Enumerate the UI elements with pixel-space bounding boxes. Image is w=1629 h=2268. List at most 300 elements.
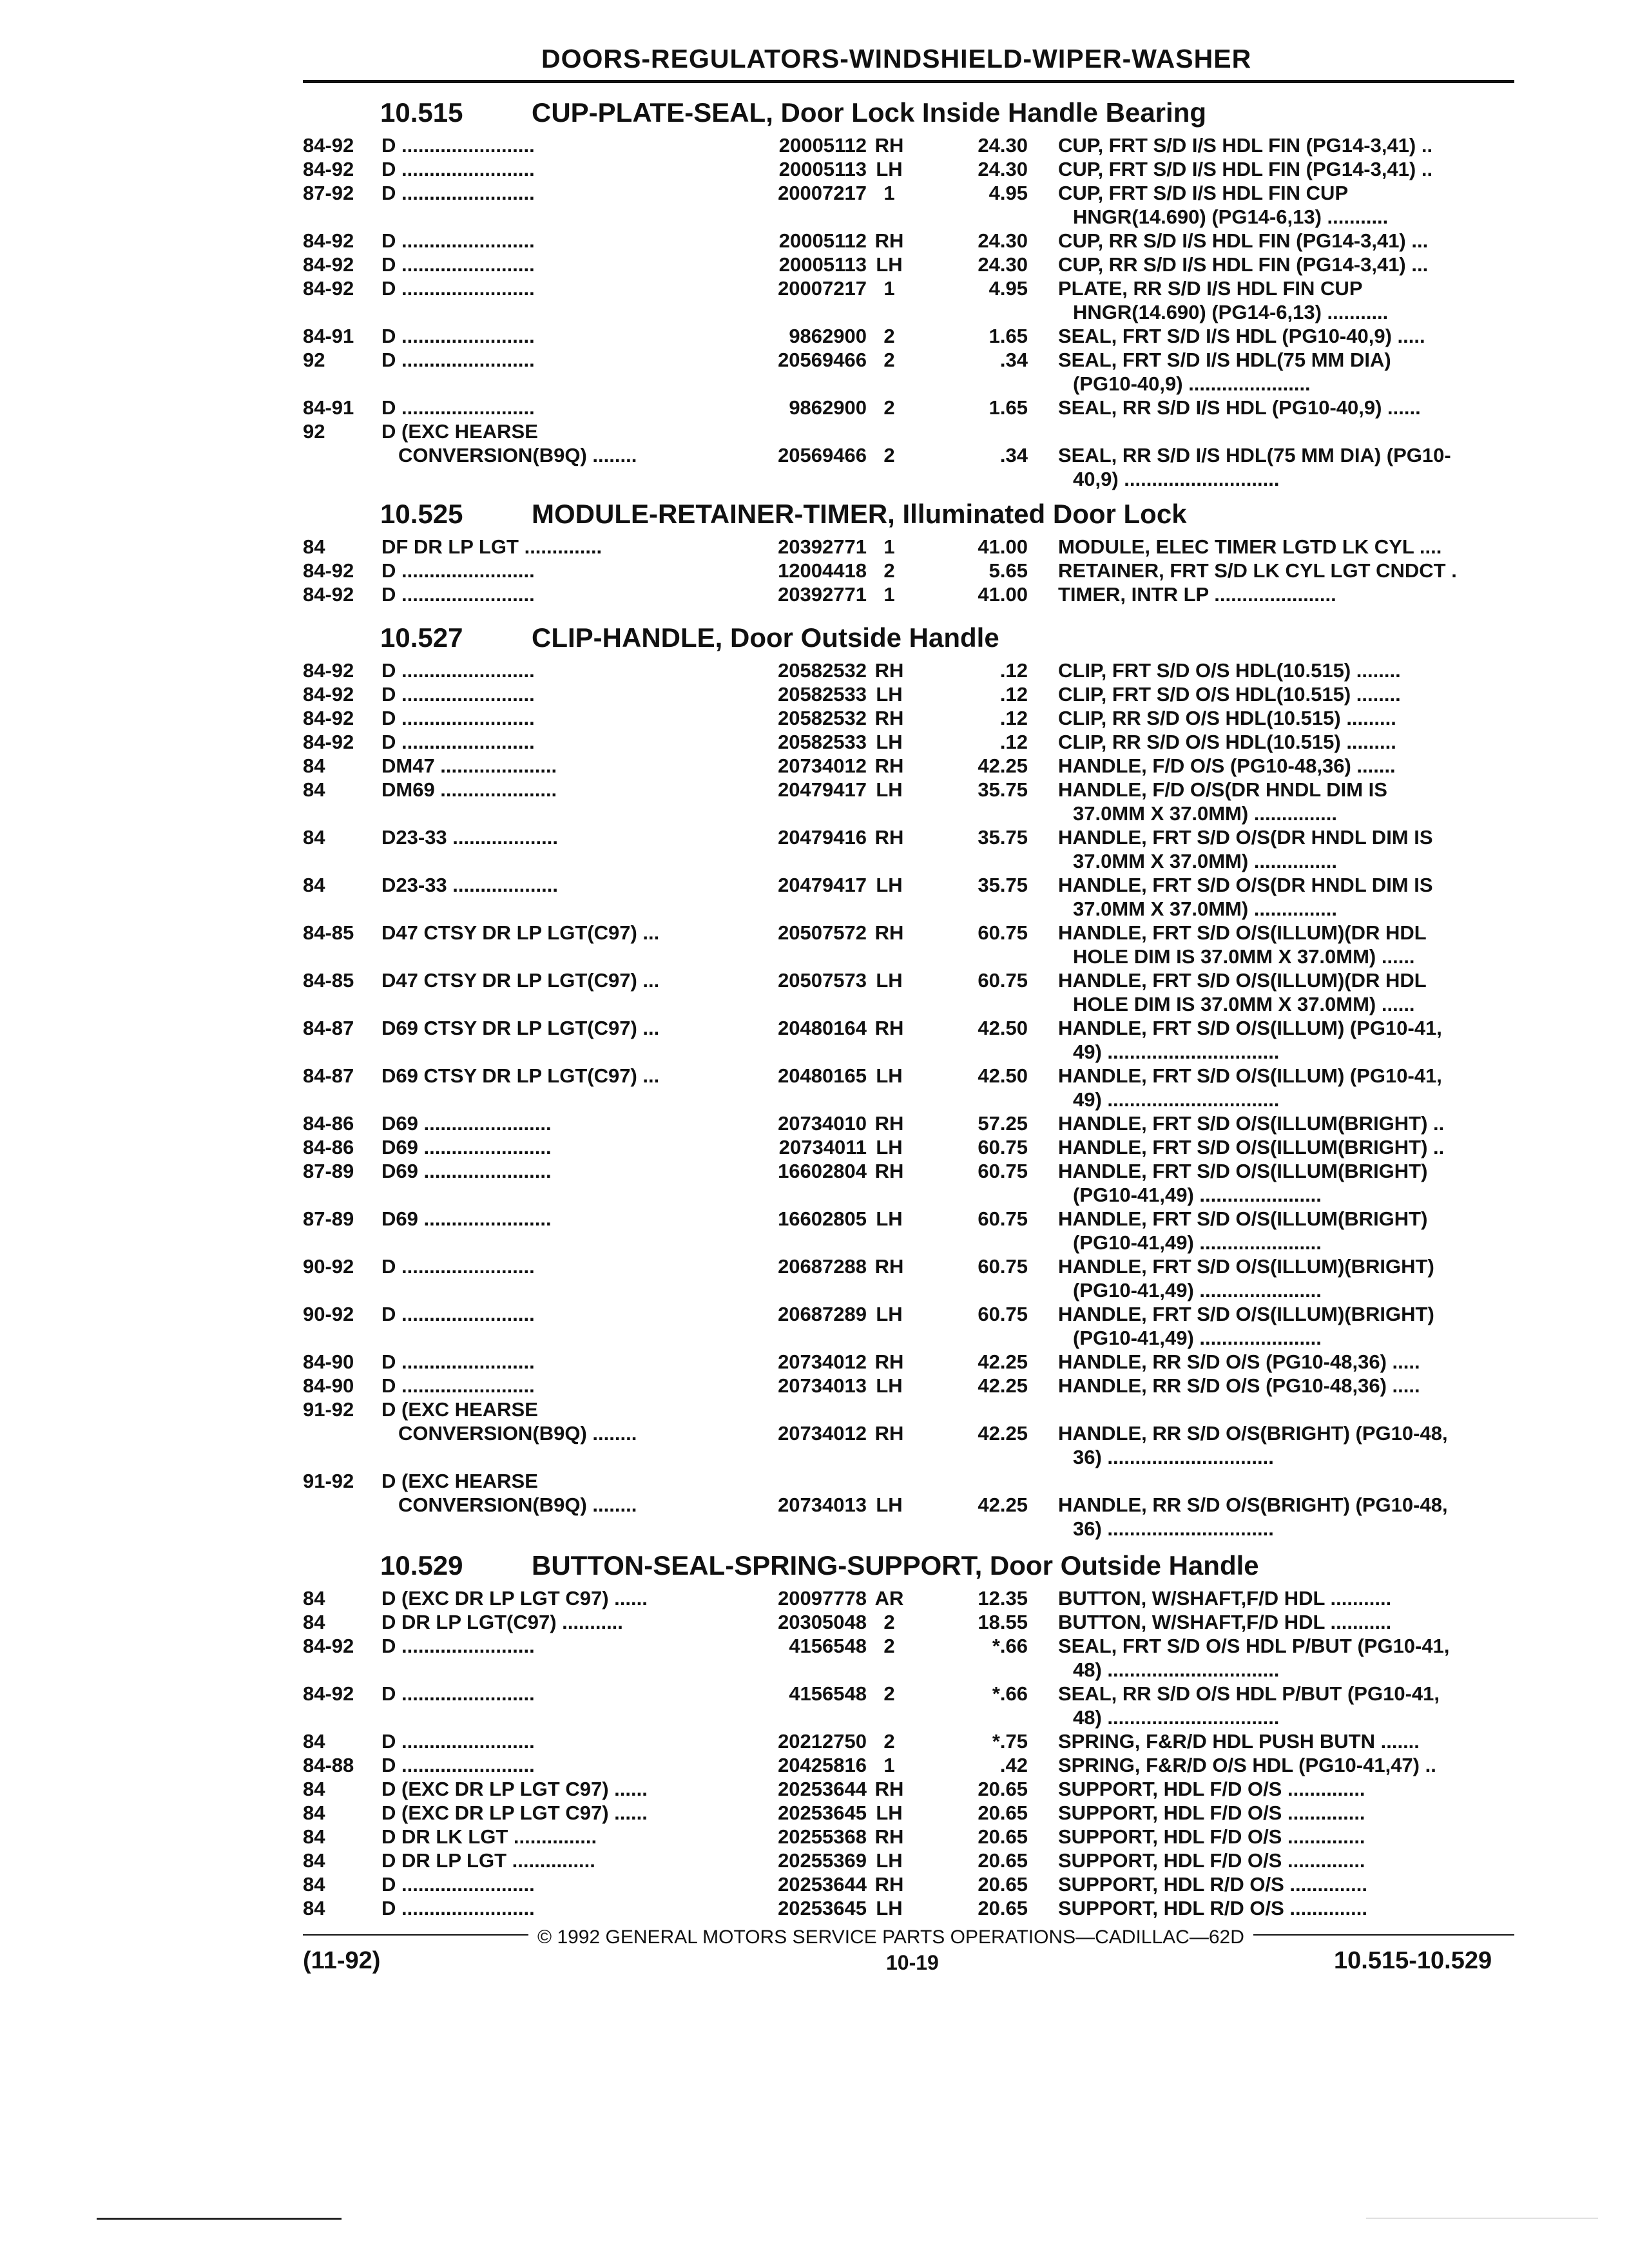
page-number: 10-19 [886, 1951, 939, 1974]
part-row [303, 253, 1527, 276]
part-number: 20569466 [778, 444, 867, 466]
model-code: D (EXC HEARSE [381, 1398, 538, 1421]
description: SPRING, F&R/D O/S HDL (PG10-41,47) .. [1058, 1754, 1436, 1776]
quantity: RH [874, 229, 904, 252]
description-continued: (PG10-41,49) ...................... [1073, 1231, 1322, 1254]
model-year: 84 [303, 874, 325, 896]
part-row [303, 229, 1527, 253]
description: BUTTON, W/SHAFT,F/D HDL ........... [1058, 1587, 1392, 1610]
quantity: RH [874, 707, 904, 729]
quantity: RH [874, 1350, 904, 1373]
part-number: 20005113 [778, 158, 867, 180]
price: 42.25 [978, 1350, 1028, 1373]
price: 4.95 [988, 182, 1028, 204]
part-number: 20507572 [778, 921, 867, 944]
price: 20.65 [978, 1778, 1028, 1800]
part-number: 9862900 [789, 325, 867, 347]
quantity: 1 [883, 182, 895, 204]
price: 4.95 [988, 277, 1028, 300]
part-number: 20005113 [778, 253, 867, 276]
description-continued: 37.0MM X 37.0MM) ............... [1073, 802, 1337, 825]
quantity: LH [876, 1897, 903, 1919]
part-number: 20253644 [778, 1873, 867, 1896]
model-year: 84-86 [303, 1112, 354, 1135]
part-number: 20005112 [778, 134, 867, 157]
price: 57.25 [978, 1112, 1028, 1135]
price: 42.25 [978, 1374, 1028, 1397]
price: 18.55 [978, 1611, 1028, 1633]
part-number: 12004418 [778, 559, 867, 582]
model-code: D69 ....................... [381, 1207, 552, 1230]
part-row [303, 1254, 1527, 1302]
part-number: 20305048 [778, 1611, 867, 1633]
quantity: 2 [883, 1682, 895, 1705]
model-code: D ........................ [381, 659, 535, 682]
description: CLIP, FRT S/D O/S HDL(10.515) ........ [1058, 659, 1401, 682]
price: 42.25 [978, 1494, 1028, 1516]
model-code: D ........................ [381, 1754, 535, 1776]
part-row [303, 1111, 1527, 1135]
price: 20.65 [978, 1802, 1028, 1824]
model-year: 90-92 [303, 1303, 354, 1325]
part-row [303, 1350, 1527, 1374]
model-code: D (EXC DR LP LGT C97) ...... [381, 1802, 648, 1824]
section-number: 10.529 [380, 1550, 463, 1581]
description: HANDLE, RR S/D O/S (PG10-48,36) ..... [1058, 1374, 1420, 1397]
part-number: 20479417 [778, 778, 867, 801]
part-number: 20734013 [778, 1494, 867, 1516]
part-row [303, 396, 1527, 419]
quantity: 1 [883, 583, 895, 606]
part-row [303, 1753, 1527, 1777]
part-number: 20687288 [778, 1255, 867, 1278]
price: 12.35 [978, 1587, 1028, 1610]
part-number: 20734011 [778, 1136, 867, 1158]
quantity: RH [874, 659, 904, 682]
model-year: 84-92 [303, 253, 354, 276]
description: SUPPORT, HDL F/D O/S .............. [1058, 1778, 1365, 1800]
part-row [303, 1374, 1527, 1398]
model-code: D47 CTSY DR LP LGT(C97) ... [381, 969, 660, 992]
description-continued: HOLE DIM IS 37.0MM X 37.0MM) ...... [1073, 993, 1415, 1015]
model-code: D ........................ [381, 182, 535, 204]
model-code: D69 CTSY DR LP LGT(C97) ... [381, 1064, 660, 1087]
part-number: 20582533 [778, 731, 867, 753]
model-code: DM69 ..................... [381, 778, 557, 801]
price: *.75 [992, 1730, 1028, 1753]
price: *.66 [992, 1682, 1028, 1705]
section-title: CUP-PLATE-SEAL, Door Lock Inside Handle Bearing [532, 97, 1207, 128]
section-heading [303, 619, 1527, 658]
quantity: LH [876, 874, 903, 896]
model-code: D ........................ [381, 707, 535, 729]
description: HANDLE, RR S/D O/S(BRIGHT) (PG10-48, [1058, 1494, 1448, 1516]
part-row [303, 1896, 1527, 1920]
description: HANDLE, FRT S/D O/S(ILLUM) (PG10-41, [1058, 1017, 1442, 1039]
description-continued: (PG10-40,9) ...................... [1073, 372, 1311, 395]
part-row [303, 133, 1527, 157]
price: 60.75 [978, 1160, 1028, 1182]
model-code: D69 CTSY DR LP LGT(C97) ... [381, 1017, 660, 1039]
model-code: D69 ....................... [381, 1160, 552, 1182]
part-number: 20582532 [778, 659, 867, 682]
section-title: MODULE-RETAINER-TIMER, Illuminated Door Lock [532, 499, 1187, 529]
part-number: 20392771 [778, 583, 867, 606]
price: 42.25 [978, 1422, 1028, 1445]
part-row [303, 181, 1527, 229]
price: 60.75 [978, 1136, 1028, 1158]
model-year: 84-91 [303, 325, 354, 347]
price: 20.65 [978, 1825, 1028, 1848]
description: SEAL, FRT S/D O/S HDL P/BUT (PG10-41, [1058, 1635, 1450, 1657]
model-year: 91-92 [303, 1398, 354, 1421]
description: HANDLE, F/D O/S (PG10-48,36) ....... [1058, 754, 1396, 777]
description: HANDLE, FRT S/D O/S(ILLUM) (PG10-41, [1058, 1064, 1442, 1087]
model-code: D ........................ [381, 683, 535, 706]
description: RETAINER, FRT S/D LK CYL LGT CNDCT . [1058, 559, 1457, 582]
part-row [303, 1064, 1527, 1111]
description-continued: 37.0MM X 37.0MM) ............... [1073, 898, 1337, 920]
description: MODULE, ELEC TIMER LGTD LK CYL .... [1058, 535, 1442, 558]
quantity: 2 [883, 559, 895, 582]
quantity: RH [874, 826, 904, 849]
description: SEAL, FRT S/D I/S HDL (PG10-40,9) ..... [1058, 325, 1425, 347]
price: 35.75 [978, 874, 1028, 896]
quantity: RH [874, 754, 904, 777]
model-code: D ........................ [381, 229, 535, 252]
description: SUPPORT, HDL R/D O/S .............. [1058, 1873, 1368, 1896]
part-row [303, 276, 1527, 324]
section-heading [303, 93, 1527, 133]
quantity: 2 [883, 1635, 895, 1657]
part-number: 20212750 [778, 1730, 867, 1753]
part-row [303, 1016, 1527, 1064]
part-row [303, 921, 1527, 968]
description: HANDLE, FRT S/D O/S(ILLUM)(DR HDL [1058, 969, 1427, 992]
description: CLIP, RR S/D O/S HDL(10.515) ......... [1058, 731, 1396, 753]
model-year: 84-92 [303, 158, 354, 180]
price: 41.00 [978, 583, 1028, 606]
price: .12 [999, 659, 1028, 682]
model-code: DF DR LP LGT .............. [381, 535, 602, 558]
model-year: 84-92 [303, 1682, 354, 1705]
part-number: 20253645 [778, 1897, 867, 1919]
description: HANDLE, FRT S/D O/S(ILLUM)(DR HDL [1058, 921, 1427, 944]
section-title: BUTTON-SEAL-SPRING-SUPPORT, Door Outside Handle [532, 1550, 1259, 1581]
quantity: LH [876, 1802, 903, 1824]
quantity: RH [874, 1825, 904, 1848]
model-code: D DR LK LGT ............... [381, 1825, 597, 1848]
model-code: D ........................ [381, 1374, 535, 1397]
section-10-525 [303, 495, 1527, 606]
part-number: 20569466 [778, 349, 867, 371]
part-number: 20253645 [778, 1802, 867, 1824]
quantity: LH [876, 253, 903, 276]
model-code: D (EXC DR LP LGT C97) ...... [381, 1778, 648, 1800]
model-code: D DR LP LGT ............... [381, 1849, 595, 1872]
price: 35.75 [978, 826, 1028, 849]
price: 35.75 [978, 778, 1028, 801]
price: 60.75 [978, 969, 1028, 992]
description: HANDLE, RR S/D O/S (PG10-48,36) ..... [1058, 1350, 1420, 1373]
price: *.66 [992, 1635, 1028, 1657]
part-number: 20734010 [778, 1112, 867, 1135]
part-row [303, 1302, 1527, 1350]
description-continued: 48) ............................... [1073, 1658, 1280, 1681]
quantity: AR [874, 1587, 904, 1610]
section-number: 10.525 [380, 499, 463, 529]
price: 60.75 [978, 1255, 1028, 1278]
quantity: 1 [883, 535, 895, 558]
description-continued: 49) ............................... [1073, 1041, 1280, 1063]
quantity: LH [876, 1849, 903, 1872]
model-code: D ........................ [381, 1730, 535, 1753]
quantity: 2 [883, 349, 895, 371]
part-number: 20479416 [778, 826, 867, 849]
model-year: 84-86 [303, 1136, 354, 1158]
part-number: 20507573 [778, 969, 867, 992]
description-continued: 37.0MM X 37.0MM) ............... [1073, 850, 1337, 872]
model-code: D DR LP LGT(C97) ........... [381, 1611, 623, 1633]
model-year: 84-87 [303, 1017, 354, 1039]
model-year: 84-85 [303, 921, 354, 944]
part-number: 20255369 [778, 1849, 867, 1872]
part-row [303, 1207, 1527, 1254]
description: CUP, RR S/D I/S HDL FIN (PG14-3,41) ... [1058, 229, 1429, 252]
description: SPRING, F&R/D HDL PUSH BUTN ....... [1058, 1730, 1420, 1753]
model-year: 84-85 [303, 969, 354, 992]
price: 1.65 [988, 325, 1028, 347]
model-code: D ........................ [381, 325, 535, 347]
section-10-515 [303, 93, 1527, 491]
description: CUP, FRT S/D I/S HDL FIN CUP [1058, 182, 1349, 204]
model-year: 91-92 [303, 1470, 354, 1492]
quantity: LH [876, 683, 903, 706]
model-year: 87-92 [303, 182, 354, 204]
price: 42.25 [978, 754, 1028, 777]
quantity: 2 [883, 1611, 895, 1633]
description-continued: 48) ............................... [1073, 1706, 1280, 1729]
description: BUTTON, W/SHAFT,F/D HDL ........... [1058, 1611, 1392, 1633]
model-year: 84 [303, 826, 325, 849]
quantity: LH [876, 1303, 903, 1325]
part-row [303, 1729, 1527, 1753]
model-code: D69 ....................... [381, 1136, 552, 1158]
part-row [303, 1586, 1527, 1610]
quantity: LH [876, 1064, 903, 1087]
part-row [303, 535, 1527, 559]
quantity: LH [876, 969, 903, 992]
part-number: 4156548 [789, 1682, 867, 1705]
model-year: 84 [303, 1873, 325, 1896]
part-row [303, 1159, 1527, 1207]
quantity: 1 [883, 1754, 895, 1776]
part-number: 20480165 [778, 1064, 867, 1087]
quantity: 1 [883, 277, 895, 300]
description: SUPPORT, HDL F/D O/S .............. [1058, 1849, 1365, 1872]
quantity: LH [876, 1136, 903, 1158]
price: .34 [999, 349, 1028, 371]
part-row [303, 157, 1527, 181]
price: 41.00 [978, 535, 1028, 558]
model-code: D ........................ [381, 559, 535, 582]
part-number: 16602805 [778, 1207, 867, 1230]
description: HANDLE, RR S/D O/S(BRIGHT) (PG10-48, [1058, 1422, 1448, 1445]
model-year: 84-92 [303, 229, 354, 252]
model-year: 84 [303, 1730, 325, 1753]
part-number: 20734012 [778, 1422, 867, 1445]
quantity: LH [876, 158, 903, 180]
description: SUPPORT, HDL R/D O/S .............. [1058, 1897, 1368, 1919]
description: SEAL, RR S/D I/S HDL (PG10-40,9) ...... [1058, 396, 1421, 419]
model-year: 84 [303, 1802, 325, 1824]
quantity: 2 [883, 1730, 895, 1753]
model-code: D47 CTSY DR LP LGT(C97) ... [381, 921, 660, 944]
price: 5.65 [988, 559, 1028, 582]
description: CUP, RR S/D I/S HDL FIN (PG14-3,41) ... [1058, 253, 1429, 276]
model-year: 84-90 [303, 1350, 354, 1373]
model-code: D (EXC HEARSE [381, 1470, 538, 1492]
part-row [303, 1135, 1527, 1159]
price: 24.30 [978, 134, 1028, 157]
model-code: D ........................ [381, 731, 535, 753]
quantity: LH [876, 1207, 903, 1230]
quantity: LH [876, 731, 903, 753]
model-code: D ........................ [381, 349, 535, 371]
model-year: 84 [303, 1611, 325, 1633]
model-year: 84 [303, 754, 325, 777]
part-number: 20582532 [778, 707, 867, 729]
part-row [303, 324, 1527, 348]
model-code: D ........................ [381, 1255, 535, 1278]
price: 42.50 [978, 1064, 1028, 1087]
section-number: 10.527 [380, 622, 463, 653]
part-number: 16602804 [778, 1160, 867, 1182]
section-10-529 [303, 1546, 1527, 1920]
description-continued: (PG10-41,49) ...................... [1073, 1184, 1322, 1206]
description-continued: (PG10-41,49) ...................... [1073, 1327, 1322, 1349]
model-code: D ........................ [381, 253, 535, 276]
description: HANDLE, FRT S/D O/S(ILLUM)(BRIGHT) [1058, 1255, 1434, 1278]
model-code: D ........................ [381, 583, 535, 606]
model-code-continued: CONVERSION(B9Q) ........ [398, 1422, 637, 1445]
price: .12 [999, 731, 1028, 753]
price: 42.50 [978, 1017, 1028, 1039]
section-range: 10.515-10.529 [1334, 1947, 1492, 1974]
part-row [303, 559, 1527, 582]
part-number: 20687289 [778, 1303, 867, 1325]
part-number: 4156548 [789, 1635, 867, 1657]
model-code: D ........................ [381, 1350, 535, 1373]
description: CUP, FRT S/D I/S HDL FIN (PG14-3,41) .. [1058, 134, 1433, 157]
revision-date: (11-92) [303, 1947, 381, 1974]
model-code: DM47 ..................... [381, 754, 557, 777]
model-year: 92 [303, 420, 325, 443]
price: .34 [999, 444, 1028, 466]
model-year: 84-92 [303, 683, 354, 706]
model-year: 84-87 [303, 1064, 354, 1087]
model-code: D ........................ [381, 1873, 535, 1896]
part-row [303, 1777, 1527, 1801]
description: TIMER, INTR LP ...................... [1058, 583, 1336, 606]
model-year: 84-92 [303, 659, 354, 682]
part-row [303, 1825, 1527, 1849]
model-year: 84 [303, 1825, 325, 1848]
part-number: 20255368 [778, 1825, 867, 1848]
description: SEAL, FRT S/D I/S HDL(75 MM DIA) [1058, 349, 1391, 371]
section-heading [303, 1546, 1527, 1586]
price: .42 [999, 1754, 1028, 1776]
description: SEAL, RR S/D O/S HDL P/BUT (PG10-41, [1058, 1682, 1440, 1705]
model-year: 84-90 [303, 1374, 354, 1397]
quantity: RH [874, 921, 904, 944]
description: HANDLE, FRT S/D O/S(ILLUM(BRIGHT) .. [1058, 1112, 1445, 1135]
model-code: D23-33 ................... [381, 874, 558, 896]
model-year: 84 [303, 1587, 325, 1610]
description: HANDLE, FRT S/D O/S(ILLUM(BRIGHT) .. [1058, 1136, 1445, 1158]
part-number: 20253644 [778, 1778, 867, 1800]
model-year: 84-92 [303, 559, 354, 582]
part-number: 20007217 [778, 277, 867, 300]
description-continued: 40,9) ............................ [1073, 468, 1280, 490]
part-row [303, 348, 1527, 396]
description: SUPPORT, HDL F/D O/S .............. [1058, 1825, 1365, 1848]
section-10-527 [303, 619, 1527, 1541]
model-code: D ........................ [381, 277, 535, 300]
description-continued: 36) .............................. [1073, 1517, 1274, 1540]
model-code: D23-33 ................... [381, 826, 558, 849]
page-header [303, 31, 1514, 86]
part-row [303, 825, 1527, 873]
price: .12 [999, 683, 1028, 706]
part-number: 20005112 [778, 229, 867, 252]
part-row [303, 1682, 1527, 1729]
model-code: D ........................ [381, 158, 535, 180]
description: CUP, FRT S/D I/S HDL FIN (PG14-3,41) .. [1058, 158, 1433, 180]
model-year: 84 [303, 778, 325, 801]
price: 60.75 [978, 921, 1028, 944]
page-title: DOORS-REGULATORS-WINDSHIELD-WIPER-WASHER [541, 44, 1252, 73]
quantity: RH [874, 1778, 904, 1800]
part-number: 20734012 [778, 1350, 867, 1373]
part-row [303, 1469, 1527, 1541]
model-year: 84-92 [303, 707, 354, 729]
quantity: RH [874, 1160, 904, 1182]
model-year: 84-92 [303, 1635, 354, 1657]
copyright-text: © 1992 GENERAL MOTORS SERVICE PARTS OPERATIONS—CADILLAC—62D [528, 1927, 1253, 1948]
model-year: 84-92 [303, 731, 354, 753]
model-year: 84-91 [303, 396, 354, 419]
description-continued: HNGR(14.690) (PG14-6,13) ........... [1073, 301, 1389, 323]
description: CLIP, RR S/D O/S HDL(10.515) ......... [1058, 707, 1396, 729]
part-row [303, 730, 1527, 754]
price: 24.30 [978, 229, 1028, 252]
part-row [303, 1872, 1527, 1896]
price: 24.30 [978, 158, 1028, 180]
model-year: 84-92 [303, 583, 354, 606]
model-code: D ........................ [381, 396, 535, 419]
description: HANDLE, FRT S/D O/S(DR HNDL DIM IS [1058, 874, 1433, 896]
part-row [303, 754, 1527, 778]
model-code: D ........................ [381, 1897, 535, 1919]
price: 60.75 [978, 1303, 1028, 1325]
model-code-continued: CONVERSION(B9Q) ........ [398, 1494, 637, 1516]
price: 60.75 [978, 1207, 1028, 1230]
description-continued: HNGR(14.690) (PG14-6,13) ........... [1073, 206, 1389, 228]
price: 20.65 [978, 1897, 1028, 1919]
description-continued: (PG10-41,49) ...................... [1073, 1279, 1322, 1302]
model-year: 90-92 [303, 1255, 354, 1278]
